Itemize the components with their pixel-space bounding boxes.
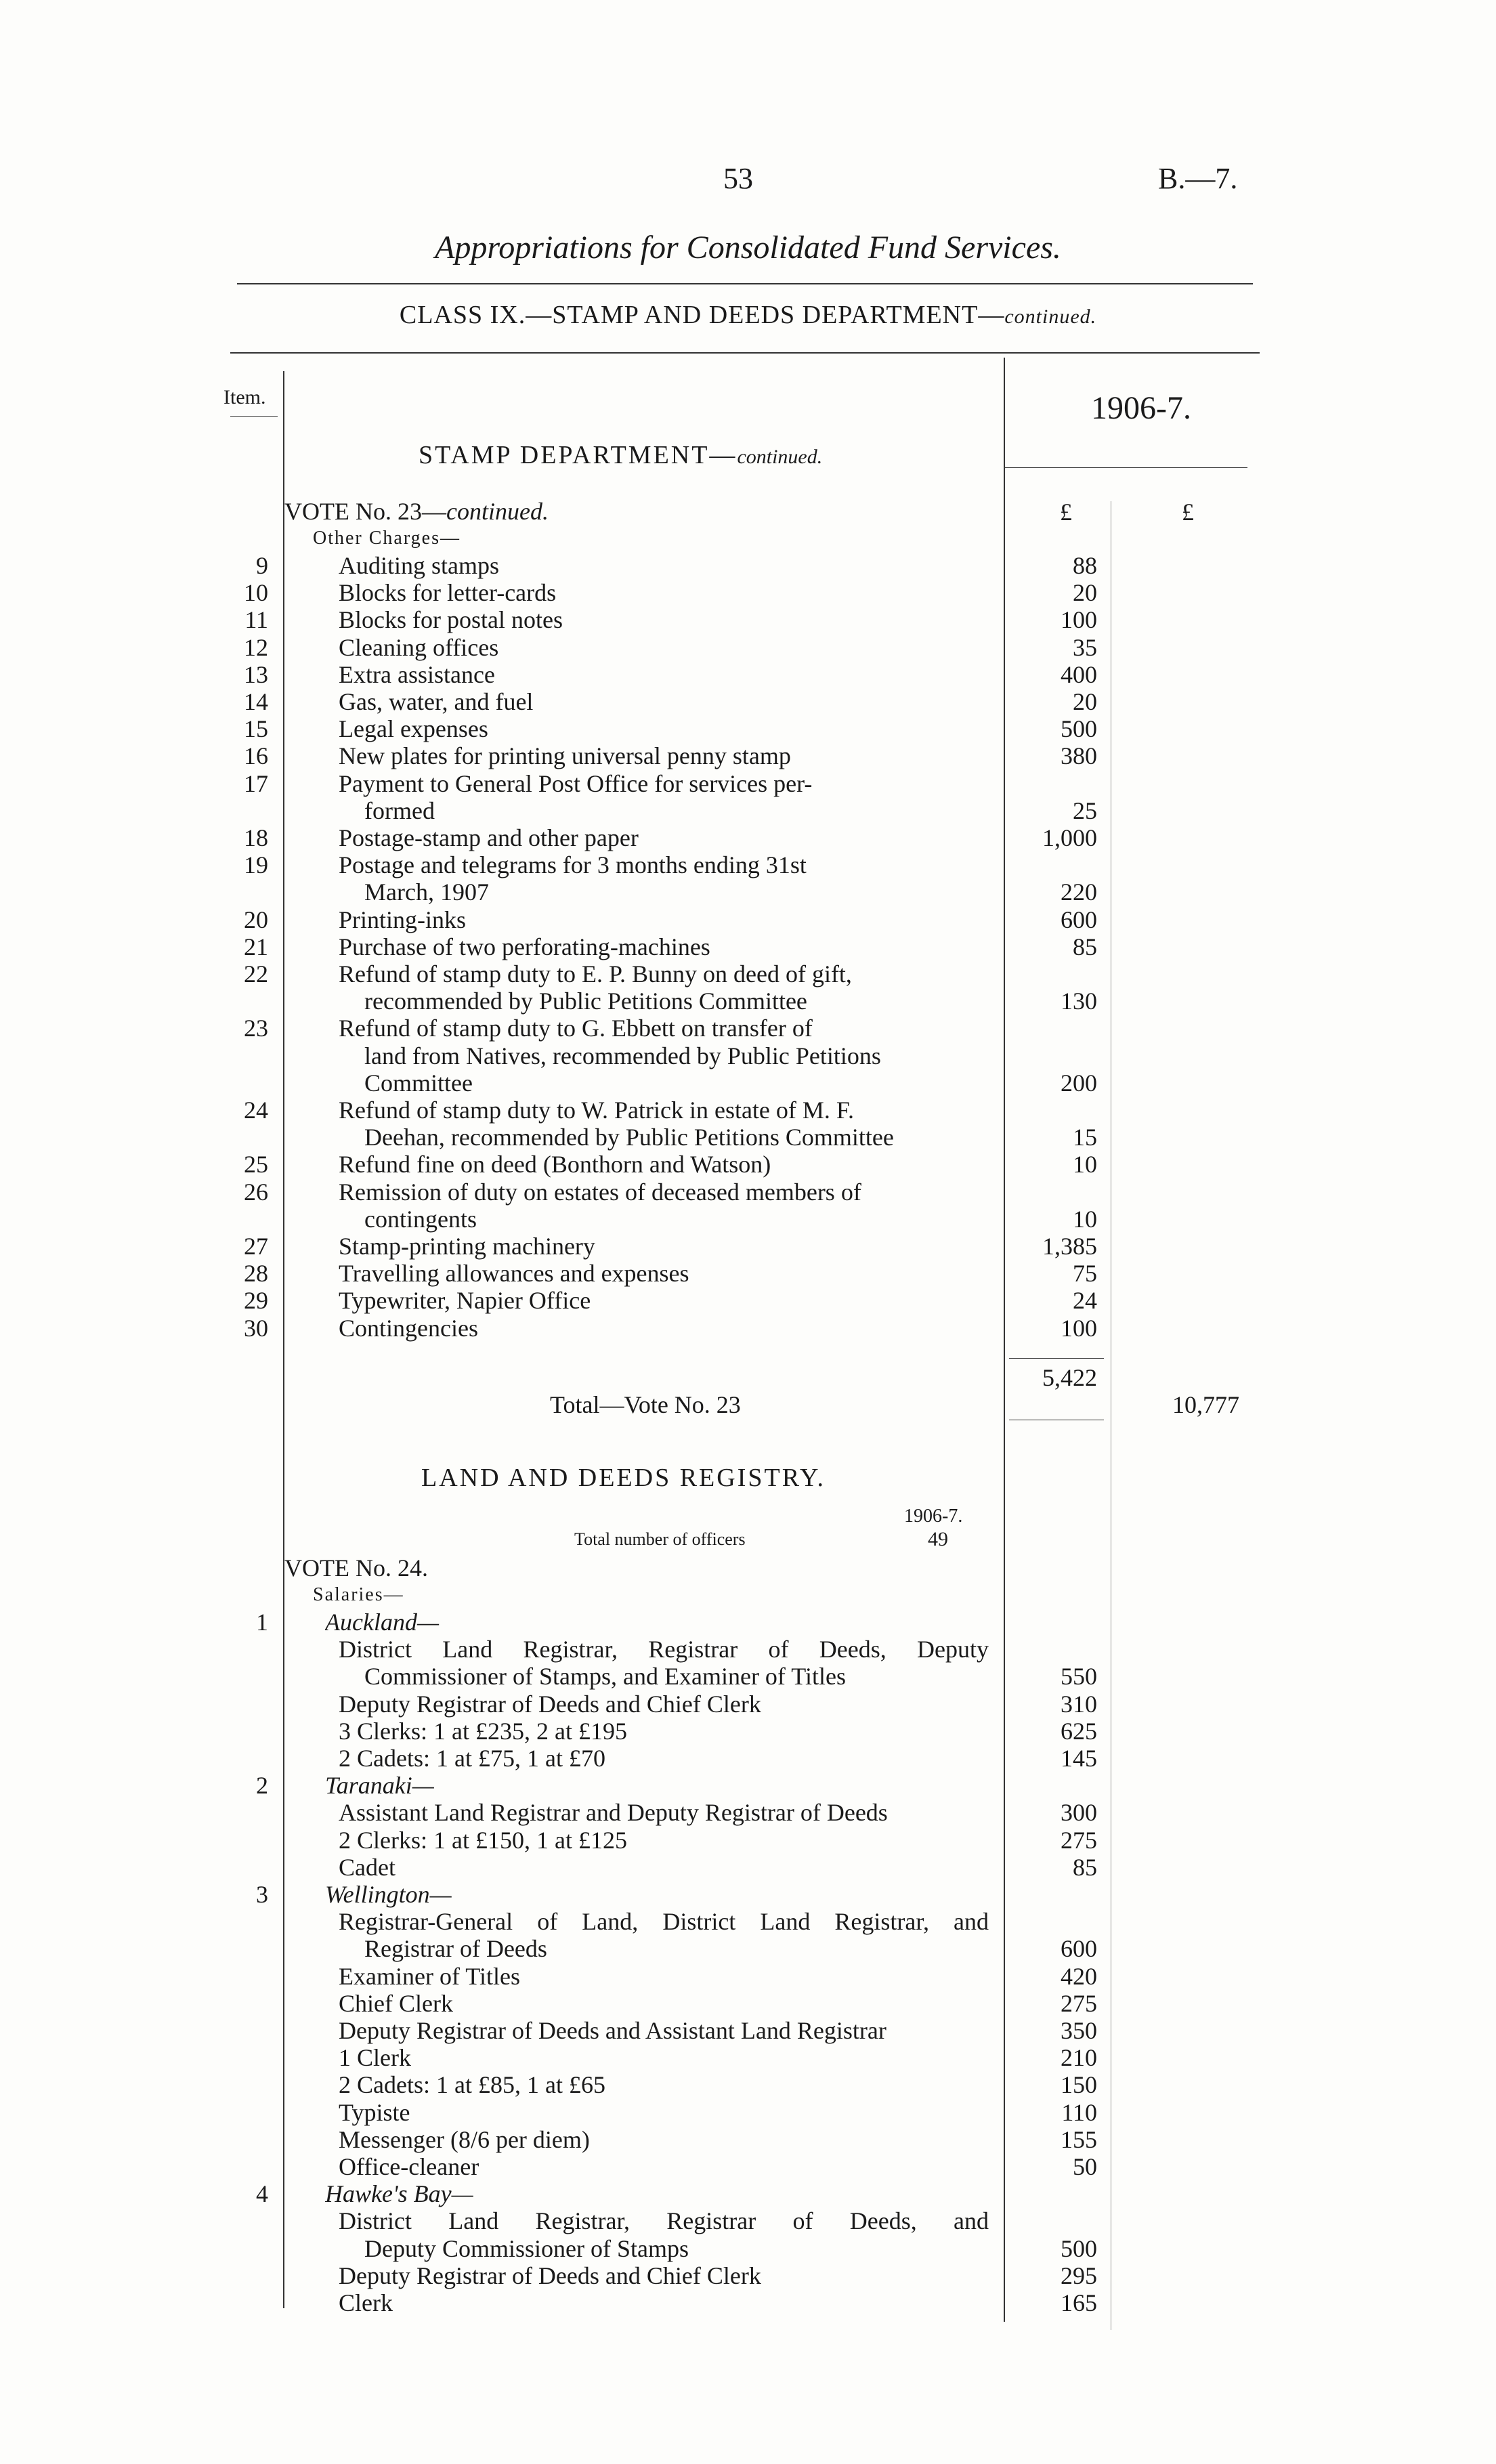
table-row [0, 1260, 1496, 1287]
vote-23-total: 10,777 [1172, 1391, 1239, 1418]
item-amount: 20 [1073, 688, 1097, 715]
item-amount: 85 [1073, 933, 1097, 960]
table-row [0, 797, 1496, 824]
pound-header-2: £ [1182, 498, 1194, 526]
item-description: formed [364, 796, 435, 824]
table-row [0, 1691, 1496, 1718]
table-row [0, 1287, 1496, 1314]
item-amount: 500 [1061, 2234, 1097, 2262]
item-description: 1 Clerk [339, 2044, 411, 2072]
item-number: 18 [244, 824, 268, 851]
item-description: Travelling allowances and expenses [339, 1260, 689, 1288]
table-row [0, 933, 1496, 960]
vote-24-label: VOTE No. 24. [284, 1554, 428, 1581]
table-row [0, 1151, 1496, 1178]
vote-23-subtotal: 5,422 [1042, 1364, 1097, 1391]
item-number: 23 [244, 1015, 268, 1042]
table-row [0, 1042, 1496, 1069]
item-amount: 24 [1073, 1287, 1097, 1315]
item-amount: 20 [1073, 579, 1097, 607]
table-row [0, 2071, 1496, 2098]
item-amount: 420 [1061, 1962, 1097, 1990]
page-number: 53 [723, 162, 753, 195]
table-row [0, 878, 1496, 906]
table-row [0, 2017, 1496, 2044]
table-row [0, 2262, 1496, 2289]
item-description: Typewriter, Napier Office [339, 1287, 591, 1315]
officers-label: Total number of officers [574, 1529, 746, 1549]
item-amount: 100 [1061, 1314, 1097, 1342]
item-number: 26 [244, 1178, 268, 1206]
item-number: 17 [244, 769, 268, 797]
item-description: Refund fine on deed (Bonthorn and Watson) [339, 1151, 771, 1178]
other-charges-label: Other Charges— [313, 528, 461, 549]
item-amount: 295 [1061, 2261, 1097, 2289]
table-row [0, 634, 1496, 661]
item-amount: 35 [1073, 633, 1097, 661]
item-number: 13 [244, 660, 268, 688]
year-head-rule [1004, 467, 1247, 468]
salaries-heading [0, 1581, 1496, 1609]
item-number: 16 [244, 742, 268, 770]
year-column-header: 1906-7. [1091, 390, 1191, 426]
item-description: Registrar of Deeds [364, 1935, 547, 1963]
table-row [0, 1854, 1496, 1881]
item-number: 30 [244, 1314, 268, 1342]
item-description: March, 1907 [364, 878, 489, 906]
item-description: Extra assistance [339, 660, 495, 688]
item-amount: 88 [1073, 552, 1097, 579]
table-row [0, 1745, 1496, 1772]
item-description: District Land Registrar, Registrar of Deeds, Deputy [339, 1636, 989, 1663]
subtotal-rule [1009, 1358, 1104, 1359]
item-description: Refund of stamp duty to W. Patrick in estate of M. F. [339, 1097, 855, 1124]
item-amount: 15 [1073, 1124, 1097, 1151]
land-registry-heading: LAND AND DEEDS REGISTRY. [421, 1464, 826, 1492]
item-amount: 275 [1061, 1989, 1097, 2017]
table-row [0, 824, 1496, 851]
item-amount: 310 [1061, 1690, 1097, 1718]
table-row [0, 1663, 1496, 1690]
department-heading [419, 440, 822, 470]
item-description: Deputy Registrar of Deeds and Chief Clerk [339, 1690, 761, 1718]
item-number: 15 [244, 715, 268, 743]
table-row [0, 1827, 1496, 1854]
item-number: 22 [244, 960, 268, 987]
item-amount: 600 [1061, 1935, 1097, 1963]
vote-23-heading [0, 498, 1496, 525]
table-row [0, 1718, 1496, 1745]
table-row [0, 742, 1496, 769]
item-number: 1 [256, 1609, 268, 1636]
item-description: Remission of duty on estates of deceased members of [339, 1178, 861, 1206]
officers-year: 1906-7. [904, 1506, 963, 1527]
table-row [0, 2044, 1496, 2071]
item-number: 29 [244, 1287, 268, 1315]
table-row [0, 1908, 1496, 1935]
item-number: 3 [256, 1881, 268, 1908]
item-description: Wellington— [325, 1881, 452, 1908]
table-row [0, 2235, 1496, 2262]
table-row [0, 987, 1496, 1015]
item-description: Deehan, recommended by Public Petitions Committee [364, 1124, 894, 1151]
table-row [0, 1990, 1496, 2017]
item-description: Chief Clerk [339, 1989, 453, 2017]
item-description: recommended by Public Petitions Committee [364, 987, 807, 1015]
item-amount: 275 [1061, 1826, 1097, 1854]
salaries-label: Salaries— [313, 1584, 404, 1605]
item-description: Refund of stamp duty to G. Ebbett on transfer of [339, 1015, 813, 1042]
item-amount: 150 [1061, 2071, 1097, 2099]
table-row [0, 579, 1496, 606]
table-row [0, 851, 1496, 878]
item-description: Typiste [339, 2098, 410, 2126]
table-row [0, 1772, 1496, 1799]
item-description: Messenger (8/6 per diem) [339, 2125, 590, 2153]
document-reference: B.—7. [1158, 162, 1238, 195]
item-description: Postage-stamp and other paper [339, 824, 639, 851]
item-description: Postage and telegrams for 3 months ending 31st [339, 851, 807, 879]
vote-23-continued: continued. [446, 498, 549, 525]
item-amount: 380 [1061, 742, 1097, 770]
item-description: Registrar-General of Land, District Land Registrar, and [339, 1908, 989, 1936]
table-row [0, 2126, 1496, 2153]
table-row [0, 960, 1496, 987]
table-row [0, 2289, 1496, 2316]
item-number: 25 [244, 1151, 268, 1178]
item-description: Office-cleaner [339, 2153, 479, 2180]
item-number: 24 [244, 1097, 268, 1124]
item-amount: 625 [1061, 1717, 1097, 1745]
item-description: Examiner of Titles [339, 1962, 520, 1990]
item-description: Gas, water, and fuel [339, 688, 534, 715]
table-row [0, 1015, 1496, 1042]
item-number: 10 [244, 579, 268, 607]
vote-24-heading [0, 1554, 1496, 1581]
item-description: Committee [364, 1069, 473, 1097]
item-description: Hawke's Bay— [325, 2180, 473, 2208]
item-number: 12 [244, 633, 268, 661]
class-heading [0, 300, 1496, 330]
item-amount: 145 [1061, 1745, 1097, 1772]
department-heading-continued: continued. [737, 446, 823, 468]
table-row [0, 552, 1496, 579]
table-row [0, 1069, 1496, 1097]
item-number: 27 [244, 1233, 268, 1260]
item-amount: 110 [1061, 2098, 1097, 2126]
table-row [0, 1636, 1496, 1663]
table-row [0, 1124, 1496, 1151]
item-amount: 1,385 [1042, 1233, 1097, 1260]
item-description: 3 Clerks: 1 at £235, 2 at £195 [339, 1717, 627, 1745]
officers-count: 49 [928, 1528, 948, 1550]
table-row [0, 2099, 1496, 2126]
item-description: Blocks for postal notes [339, 606, 563, 634]
item-number: 2 [256, 1772, 268, 1800]
vote-23-total-label: Total—Vote No. 23 [550, 1391, 741, 1418]
item-description: land from Natives, recommended by Public Petitions [364, 1042, 881, 1069]
item-amount: 220 [1061, 878, 1097, 906]
item-number: 9 [256, 552, 268, 579]
class-heading-main: CLASS IX.—STAMP AND DEEDS DEPARTMENT— [399, 301, 1005, 329]
item-description: Legal expenses [339, 715, 488, 743]
table-row [0, 1233, 1496, 1260]
item-amount: 130 [1061, 987, 1097, 1015]
item-description: Stamp-printing machinery [339, 1233, 595, 1260]
item-amount: 100 [1061, 606, 1097, 634]
class-rule [230, 352, 1260, 354]
class-heading-continued: continued. [1004, 305, 1097, 328]
table-row [0, 1315, 1496, 1342]
table-row [0, 906, 1496, 933]
other-charges-heading [0, 525, 1496, 552]
item-description: Printing-inks [339, 906, 467, 933]
item-description: Blocks for letter-cards [339, 579, 557, 607]
item-description: Taranaki— [325, 1772, 434, 1800]
item-description: Purchase of two perforating-machines [339, 933, 710, 960]
item-amount: 155 [1061, 2125, 1097, 2153]
item-amount: 85 [1073, 1853, 1097, 1881]
item-number: 11 [244, 606, 268, 634]
item-head-rule [230, 416, 278, 417]
table-row [0, 770, 1496, 797]
department-heading-main: STAMP DEPARTMENT— [419, 441, 738, 469]
item-amount: 600 [1061, 906, 1097, 933]
item-amount: 350 [1061, 2017, 1097, 2044]
item-description: contingents [364, 1205, 477, 1233]
item-description: Auckland— [325, 1609, 439, 1636]
item-description: Cadet [339, 1853, 396, 1881]
item-description: Deputy Registrar of Deeds and Chief Clerk [339, 2261, 761, 2289]
item-amount: 10 [1073, 1205, 1097, 1233]
item-amount: 200 [1061, 1069, 1097, 1097]
item-description: Deputy Registrar of Deeds and Assistant Land Registrar [339, 2017, 886, 2044]
item-number: 19 [244, 851, 268, 879]
table-row [0, 2207, 1496, 2234]
item-amount: 500 [1061, 715, 1097, 743]
item-description: 2 Clerks: 1 at £150, 1 at £125 [339, 1826, 627, 1854]
item-amount: 50 [1073, 2153, 1097, 2180]
item-number: 21 [244, 933, 268, 960]
item-amount: 550 [1061, 1663, 1097, 1691]
item-description: District Land Registrar, Registrar of Deeds, and [339, 2207, 989, 2235]
item-description: 2 Cadets: 1 at £75, 1 at £70 [339, 1745, 605, 1772]
item-description: Payment to General Post Office for services per- [339, 769, 813, 797]
item-column-header: Item. [223, 386, 266, 408]
table-row [0, 2153, 1496, 2180]
item-amount: 165 [1061, 2289, 1097, 2316]
item-amount: 25 [1073, 796, 1097, 824]
table-row [0, 661, 1496, 688]
table-row [0, 1206, 1496, 1233]
table-row [0, 1963, 1496, 1990]
item-description: Deputy Commissioner of Stamps [364, 2234, 689, 2262]
item-description: Commissioner of Stamps, and Examiner of Titles [364, 1663, 846, 1691]
table-row [0, 1609, 1496, 1636]
table-row [0, 1935, 1496, 1962]
item-number: 28 [244, 1260, 268, 1288]
item-description: Cleaning offices [339, 633, 499, 661]
item-description: Auditing stamps [339, 552, 500, 579]
item-amount: 210 [1061, 2044, 1097, 2072]
item-amount: 10 [1073, 1151, 1097, 1178]
item-amount: 1,000 [1042, 824, 1097, 851]
item-amount: 75 [1073, 1260, 1097, 1288]
item-description: Assistant Land Registrar and Deputy Registrar of Deeds [339, 1799, 888, 1827]
table-row [0, 2180, 1496, 2207]
item-description: Clerk [339, 2289, 393, 2316]
page-title: Appropriations for Consolidated Fund Services. [435, 230, 1061, 265]
item-description: Contingencies [339, 1314, 478, 1342]
table-row [0, 606, 1496, 633]
item-description: Refund of stamp duty to E. P. Bunny on deed of gift, [339, 960, 852, 987]
table-row [0, 1097, 1496, 1124]
pound-header-1: £ [1060, 498, 1072, 526]
item-number: 14 [244, 688, 268, 715]
item-description: 2 Cadets: 1 at £85, 1 at £65 [339, 2071, 605, 2099]
item-amount: 300 [1061, 1799, 1097, 1827]
title-rule [237, 283, 1253, 284]
item-description: New plates for printing universal penny stamp [339, 742, 791, 770]
vote-23-label: VOTE No. 23— [284, 498, 446, 525]
table-row [0, 715, 1496, 742]
table-row [0, 1881, 1496, 1908]
table-row [0, 1799, 1496, 1826]
item-amount: 400 [1061, 660, 1097, 688]
table-row [0, 688, 1496, 715]
table-row [0, 1178, 1496, 1206]
item-number: 20 [244, 906, 268, 933]
item-number: 4 [256, 2180, 268, 2208]
